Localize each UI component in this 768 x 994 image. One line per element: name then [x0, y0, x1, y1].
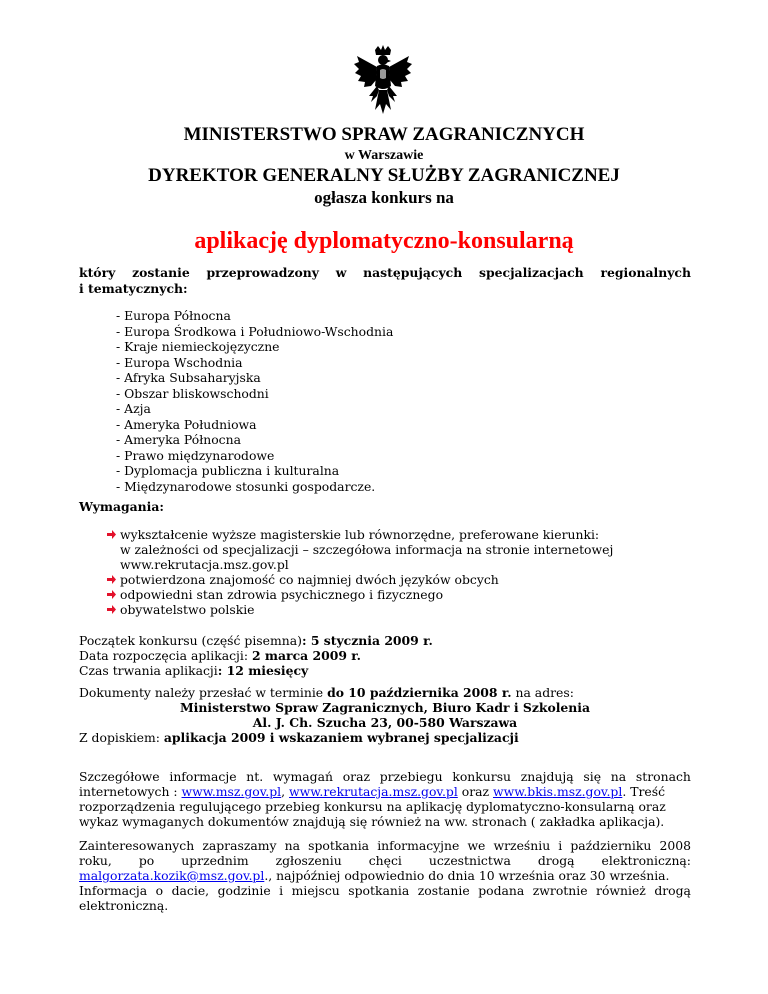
details-paragraph — [79, 769, 691, 829]
word: i — [279, 883, 284, 898]
specialization-item: - Prawo międzynarodowe — [116, 447, 275, 463]
duration-label: Czas trwania aplikacji — [79, 663, 218, 678]
note-value: aplikacja 2009 i wskazaniem wybranej specjalizacji — [163, 730, 519, 745]
word: po — [138, 853, 155, 868]
word: przebiegu — [379, 769, 443, 784]
specialization-item: - Ameryka Północna — [116, 432, 241, 447]
requirement-citizenship: obywatelstwo polskie — [120, 602, 255, 617]
requirements-heading: Wymagania: — [79, 499, 164, 514]
specialization-item: - Afryka Subsaharyjska — [116, 370, 261, 385]
duration-value: : 12 miesięcy — [217, 663, 309, 678]
word: stronach — [635, 769, 691, 784]
specialization-item: - Europa Środkowa i Południowo-Wschodnia — [116, 323, 394, 339]
email-link[interactable]: malgorzata.kozik@msz.gov.pl — [79, 868, 265, 883]
ministry-title: MINISTERSTWO SPRAW ZAGRANICZNYCH — [183, 124, 585, 145]
specialization-item: - Ameryka Południowa — [116, 416, 257, 432]
word: następujących — [363, 265, 463, 280]
specialization-item: - Europa Północna — [116, 308, 231, 323]
documents-block — [79, 685, 691, 745]
application-start-label: Data rozpoczęcia aplikacji: — [79, 648, 252, 663]
word: również — [596, 883, 646, 898]
word: zostanie — [417, 883, 470, 898]
intro-line-2: i tematycznych: — [79, 281, 188, 296]
documents-intro-tail: na adres: — [511, 685, 574, 700]
word: uczestnictwa — [428, 853, 511, 868]
requirement-education-line-3: www.rekrutacja.msz.gov.pl — [120, 557, 289, 572]
word: elektroniczną: — [601, 853, 691, 868]
red-arrow-bullet-icon — [107, 605, 116, 614]
word: wymagań — [272, 769, 333, 784]
word: zapraszamy — [202, 838, 277, 853]
director-title: DYREKTOR GENERALNY SŁUŻBY ZAGRANICZNEJ — [148, 165, 620, 186]
word: oraz — [342, 769, 370, 784]
invitation-line-3 — [79, 868, 691, 883]
requirement-item — [108, 587, 708, 602]
word: Szczegółowe — [79, 769, 160, 784]
word: drogą — [537, 853, 575, 868]
word: który — [79, 265, 116, 280]
address-line-1: Ministerstwo Spraw Zagranicznych, Biuro Kadr i Szkolenia — [179, 700, 591, 715]
requirement-item — [108, 602, 708, 617]
invitation-line-1 — [79, 838, 691, 853]
word: roku, — [79, 853, 112, 868]
word: informacje — [169, 769, 237, 784]
invitation-line-5: elektroniczną. — [79, 898, 169, 913]
word: przeprowadzony — [206, 265, 319, 280]
specialization-item: - Dyplomacja publiczna i kulturalna — [116, 463, 340, 478]
word: zostanie — [132, 265, 190, 280]
word: chęci — [368, 853, 402, 868]
word: drogą — [654, 883, 691, 898]
red-arrow-bullet-icon — [107, 575, 116, 584]
specialization-item: - Europa Wschodnia — [116, 354, 243, 370]
word: specjalizacjach — [479, 265, 584, 280]
word: nt. — [246, 769, 264, 784]
word: godzinie — [217, 883, 271, 898]
application-start — [79, 648, 433, 663]
contest-start-value: : 5 stycznia 2009 r. — [301, 633, 433, 648]
red-arrow-bullet-icon — [107, 530, 116, 539]
contest-start — [79, 633, 433, 648]
word: podana — [478, 883, 525, 898]
word: 2008 — [659, 838, 691, 853]
invitation-line-3-tail: ., najpóźniej odpowiednio do dnia 10 września oraz 30 września. — [264, 868, 670, 883]
documents-note — [79, 730, 691, 745]
note-label: Z dopiskiem: — [79, 730, 164, 745]
intro-paragraph — [79, 265, 691, 297]
word: w — [335, 265, 347, 280]
details-line-3: rozporządzenia regulującego przebieg konkursu na aplikację dyplomatyczno-konsularną oraz — [79, 799, 666, 814]
msz-link[interactable]: www.msz.gov.pl — [181, 784, 282, 799]
red-arrow-bullet-icon — [107, 590, 116, 599]
details-line-4: wykaz wymaganych dokumentów znajdują się również na ww. stronach ( zakładka aplikacja). — [79, 814, 665, 829]
separator: , — [281, 784, 290, 799]
dates-block — [79, 633, 433, 678]
word: zwrotnie — [532, 883, 588, 898]
requirement-health: odpowiedni stan zdrowia psychicznego i fizycznego — [120, 587, 444, 602]
word: się — [583, 769, 602, 784]
intro-line-1 — [79, 265, 691, 281]
invitation-paragraph — [79, 838, 691, 913]
word: informacyjne — [377, 838, 460, 853]
bkis-link[interactable]: www.bkis.msz.gov.pl — [492, 784, 623, 799]
separator: oraz — [457, 784, 493, 799]
details-line-1 — [79, 769, 691, 784]
requirement-item — [108, 572, 708, 587]
announcement-line: ogłasza konkurs na — [314, 188, 454, 207]
application-start-value: 2 marca 2009 r. — [251, 648, 361, 663]
word: dacie, — [171, 883, 210, 898]
word: zgłoszeniu — [275, 853, 342, 868]
word: Zainteresowanych — [79, 838, 195, 853]
word: uprzednim — [181, 853, 249, 868]
word: konkursu — [452, 769, 512, 784]
word: we — [467, 838, 486, 853]
polish-eagle-emblem-icon — [351, 44, 415, 116]
word: regionalnych — [600, 265, 691, 280]
word: na — [610, 769, 627, 784]
specialization-item: - Obszar bliskowschodni — [116, 385, 269, 401]
details-line-2-end: . Treść — [622, 784, 666, 799]
word: miejscu — [291, 883, 340, 898]
invitation-line-4 — [79, 883, 691, 898]
contest-start-label: Początek konkursu (część pisemna) — [79, 633, 302, 648]
requirement-education-line-1: wykształcenie wyższe magisterskie lub równorzędne, preferowane kierunki: — [120, 527, 600, 542]
documents-deadline: do 10 października 2008 r. — [327, 685, 512, 700]
rekrutacja-link[interactable]: www.rekrutacja.msz.gov.pl — [289, 784, 458, 799]
specialization-item: - Międzynarodowe stosunki gospodarcze. — [116, 478, 376, 494]
details-line-2 — [79, 784, 691, 799]
documents-intro — [79, 685, 691, 700]
word: znajdują — [520, 769, 574, 784]
word: październiku — [570, 838, 652, 853]
page-headline: aplikację dyplomatyczno-konsularną — [194, 228, 574, 254]
specialization-item: - Azja — [116, 401, 151, 416]
word: spotkania — [308, 838, 370, 853]
word: i — [558, 838, 563, 853]
requirements-list — [108, 527, 708, 617]
specializations-list — [116, 308, 393, 494]
documents-intro-text: Dokumenty należy przesłać w terminie — [79, 685, 328, 700]
ministry-location: w Warszawie — [344, 148, 424, 163]
word: na — [284, 838, 300, 853]
address-line-2: Al. J. Ch. Szucha 23, 00-580 Warszawa — [252, 715, 518, 730]
requirement-item — [108, 527, 708, 572]
word: o — [155, 883, 164, 898]
application-duration — [79, 663, 433, 678]
requirement-languages: potwierdzona znajomość co najmniej dwóch języków obcych — [120, 572, 499, 587]
invitation-line-2 — [79, 853, 691, 868]
word: Informacja — [79, 883, 148, 898]
requirement-education-line-2: w zależności od specjalizacji – szczegółowa informacja na stronie internetowej — [120, 542, 614, 557]
specialization-item: - Kraje niemieckojęzyczne — [116, 339, 280, 354]
word: spotkania — [348, 883, 410, 898]
word: wrześniu — [493, 838, 551, 853]
details-line-2-start: internetowych : — [79, 784, 182, 799]
